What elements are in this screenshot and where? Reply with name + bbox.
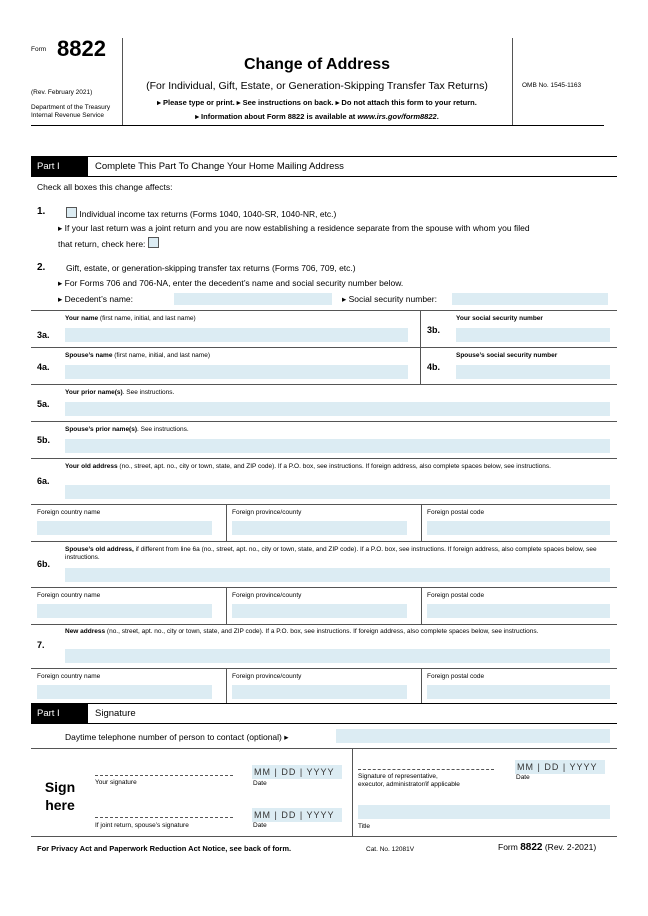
foreign-postal-label-6b: Foreign postal code — [427, 592, 485, 599]
your-old-address-input[interactable] — [65, 485, 610, 499]
part-2-tag: Part I — [31, 704, 88, 723]
line-4a-number: 4a. — [37, 362, 50, 372]
foreign-country-label-7: Foreign country name — [37, 673, 101, 680]
representative-signature-line[interactable] — [358, 769, 494, 770]
check-intro: Check all boxes this change affects: — [37, 182, 173, 192]
phone-label: Daytime telephone number of person to contact (optional) ▸ — [65, 732, 289, 742]
form-word: Form — [31, 46, 47, 53]
spouse-date-input[interactable]: MM | DD | YYYY — [252, 808, 342, 822]
spouse-date-label: Date — [253, 822, 267, 829]
catalog-number: Cat. No. 12081V — [366, 846, 415, 853]
representative-date-label: Date — [516, 774, 530, 781]
foreign-country-input-7[interactable] — [37, 685, 212, 699]
part-2-header — [31, 703, 617, 724]
footer-form-id: Form 8822 (Rev. 2-2021) — [498, 842, 597, 853]
foreign-postal-input-6b[interactable] — [427, 604, 610, 618]
service-line: Internal Revenue Service — [31, 112, 104, 119]
foreign-postal-input-6a[interactable] — [427, 521, 610, 535]
line-5b-number: 5b. — [37, 435, 51, 445]
foreign-postal-input-7[interactable] — [427, 685, 610, 699]
line-3b-label: Your social security number — [456, 315, 543, 322]
line-2-label: Gift, estate, or generation-skipping transfer tax returns (Forms 706, 709, etc.) — [66, 263, 356, 273]
omb-number: OMB No. 1545-1163 — [522, 82, 582, 89]
foreign-postal-label-7: Foreign postal code — [427, 673, 485, 680]
your-name-input[interactable] — [65, 328, 408, 342]
your-signature-label: Your signature — [95, 779, 137, 786]
decedent-ssn-input[interactable] — [452, 293, 608, 305]
form-subtitle: (For Individual, Gift, Estate, or Generation-Skipping Transfer Tax Returns) — [146, 80, 488, 92]
individual-return-checkbox[interactable] — [66, 207, 77, 218]
privacy-notice: For Privacy Act and Paperwork Reduction Act Notice, see back of form. — [37, 844, 292, 853]
foreign-province-label-6b: Foreign province/county — [232, 592, 302, 599]
line-5b-label: Spouse’s prior name(s). See instructions. — [65, 426, 189, 433]
sign-here-label: Sign here — [44, 779, 76, 813]
form-number: 8822 — [57, 36, 106, 61]
spouse-name-input[interactable] — [65, 365, 408, 379]
line-4a-label: Spouse’s name (first name, initial, and last name) — [65, 352, 210, 359]
decedent-instructions: ▸ For Forms 706 and 706-NA, enter the decedent’s name and social security number below. — [58, 278, 404, 288]
part-1-tag: Part I — [31, 157, 88, 176]
line-6a-label: Your old address (no., street, apt. no., city or town, state, and ZIP code). If a P.O. box, see instructions. If foreign address, also complete spaces below, see instructions. — [65, 463, 551, 470]
form-title: Change of Address — [243, 56, 391, 73]
title-label: Title — [358, 823, 371, 830]
foreign-country-input-6b[interactable] — [37, 604, 212, 618]
joint-return-text-1: ▸ If your last return was a joint return and you are now establishing a residence separate from the spouse with whom you filed — [58, 223, 530, 233]
line-3a-label: Your name (first name, initial, and last name) — [65, 315, 196, 322]
header-instructions: ▸ Please type or print. ▸ See instructions on back. ▸ Do not attach this form to your return. — [157, 98, 477, 107]
spouse-old-address-input[interactable] — [65, 568, 610, 582]
line-1-number: 1. — [37, 206, 46, 217]
line-1-label: Individual income tax returns (Forms 1040, 1040-SR, 1040-NR, etc.) — [79, 209, 337, 219]
joint-return-text-2: that return, check here: — [58, 239, 146, 249]
decedent-ssn-label: ▸ Social security number: — [342, 294, 437, 304]
joint-return-checkbox[interactable] — [148, 237, 159, 248]
foreign-province-input-6b[interactable] — [232, 604, 407, 618]
spouse-signature-label: If joint return, spouse’s signature — [95, 822, 189, 829]
part-2-title: Signature — [95, 708, 136, 719]
foreign-province-label-6a: Foreign province/county — [232, 509, 302, 516]
foreign-postal-label-6a: Foreign postal code — [427, 509, 485, 516]
decedent-name-label: ▸ Decedent’s name: — [58, 294, 133, 304]
line-1 — [66, 207, 336, 220]
line-7-number: 7. — [37, 640, 45, 650]
foreign-province-input-6a[interactable] — [232, 521, 407, 535]
representative-date-input[interactable]: MM | DD | YYYY — [515, 760, 605, 774]
part-1-header — [31, 156, 617, 177]
phone-input[interactable] — [336, 729, 610, 743]
header-info-line: ▸ Information about Form 8822 is available at www.irs.gov/form8822. — [195, 112, 439, 121]
spouse-ssn-input[interactable] — [456, 365, 610, 379]
line-6a-number: 6a. — [37, 476, 50, 486]
revision-date: (Rev. February 2021) — [31, 89, 93, 96]
foreign-country-label-6b: Foreign country name — [37, 592, 101, 599]
spouse-signature-line[interactable] — [95, 817, 233, 818]
department-line: Department of the Treasury — [31, 104, 111, 111]
line-3a-number: 3a. — [37, 330, 50, 340]
your-date-input[interactable]: MM | DD | YYYY — [252, 765, 342, 779]
joint-return-line-2 — [58, 237, 159, 250]
line-3b-number: 3b. — [427, 325, 441, 335]
foreign-country-input-6a[interactable] — [37, 521, 212, 535]
line-7-label: New address (no., street, apt. no., city or town, state, and ZIP code). If a P.O. box, see instructions. If foreign address, also complete spaces below, see instructions. — [65, 628, 539, 635]
irs-url-link[interactable]: www.irs.gov/form8822 — [357, 112, 437, 121]
line-4b-number: 4b. — [427, 362, 441, 372]
line-6b-label: Spouse’s old address, if different from line 6a (no., street, apt. no., city or town, state, and ZIP code). If a P.O. box, see instructions. If foreign address, also complete spaces below, see instructions. — [65, 546, 597, 561]
title-input[interactable] — [358, 805, 610, 819]
line-6b-number: 6b. — [37, 559, 51, 569]
your-date-label: Date — [253, 780, 267, 787]
part-1-title: Complete This Part To Change Your Home Mailing Address — [95, 161, 344, 172]
line-5a-label: Your prior name(s). See instructions. — [65, 389, 175, 396]
spouse-prior-names-input[interactable] — [65, 439, 610, 453]
foreign-province-input-7[interactable] — [232, 685, 407, 699]
line-5a-number: 5a. — [37, 399, 50, 409]
foreign-country-label-6a: Foreign country name — [37, 509, 101, 516]
your-prior-names-input[interactable] — [65, 402, 610, 416]
line-2-number: 2. — [37, 262, 46, 273]
line-4b-label: Spouse’s social security number — [456, 352, 558, 359]
your-signature-line[interactable] — [95, 775, 233, 776]
your-ssn-input[interactable] — [456, 328, 610, 342]
new-address-input[interactable] — [65, 649, 610, 663]
foreign-province-label-7: Foreign province/county — [232, 673, 302, 680]
representative-signature-label: Signature of representative, executor, administrator/if applicable — [358, 773, 460, 788]
decedent-name-input[interactable] — [174, 293, 332, 305]
